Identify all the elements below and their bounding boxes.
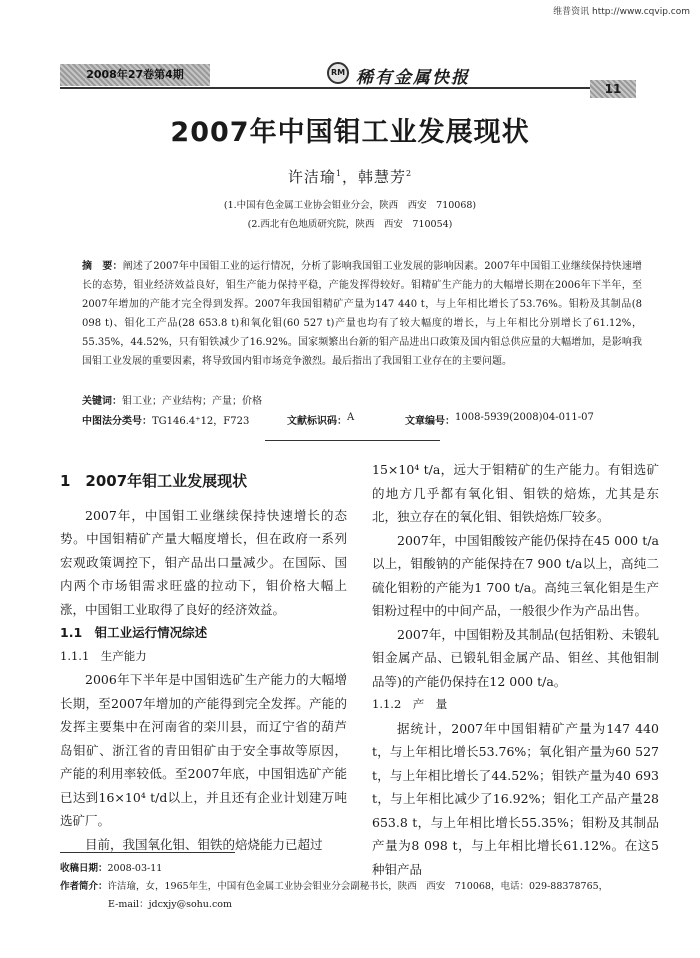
received-label: 收稿日期： <box>60 863 108 874</box>
keywords <box>82 392 642 407</box>
section-divider <box>265 440 440 441</box>
left-column <box>60 460 347 856</box>
received-value: 2008-03-11 <box>107 863 163 874</box>
paragraph: 据统计，2007年中国钼精矿产量为147 440 t，与上年相比增长53.76%；氧化钼产量为60 527 t，与上年相比增长了44.52%；钼铁产量为40 693 t，与上年相比减少了16.92%；钼化工产品产量28 653.8 t，与上年相比增长55.35%；钼粉及其制品产量为8 098 t，与上年相比增长61.12%。在这5种钼产品 <box>372 720 659 877</box>
section-1-1-heading: 1.1 钼工业运行情况综述 <box>60 625 208 640</box>
authors <box>0 166 700 187</box>
abstract <box>82 257 642 371</box>
doc-code-label: 文献标识码： <box>287 416 347 427</box>
article-number-value: 1008-5939(2008)04-011-07 <box>455 412 594 423</box>
watermark: 维普资讯 http://www.cqvip.com <box>553 7 690 17</box>
author-bio-label: 作者简介： <box>60 881 108 892</box>
author-email: E-mail：jdcxjy@sohu.com <box>108 899 232 910</box>
paragraph: 2007年，中国钼粉及其制品(包括钼粉、未锻轧钼金属产品、已锻轧钼金属产品、钼丝、其他钼制品等)的产能仍保持在12 000 t/a。 <box>372 626 659 689</box>
clc-value: TG146.4⁺12，F723 <box>152 416 250 427</box>
section-1-heading: 1 2007年钼工业发展现状 <box>60 472 248 490</box>
author-2-affil-mark: 2 <box>406 169 413 178</box>
page-number: 11 <box>590 80 636 98</box>
received-date <box>60 860 660 874</box>
paragraph: 2007年，中国钼工业继续保持快速增长的态势。中国钼精矿产量大幅度增长，但在政府一系列宏观政策调控下，钼产品出口量减少。在国际、国内两个市场钼需求旺盛的拉动下，钼价格大幅上涨，中国钼工业取得了良好的经济效益。 <box>60 507 347 617</box>
section-1-1-1-heading: 1.1.1 生产能力 <box>60 648 147 663</box>
author-1: 许洁瑜 <box>287 168 336 186</box>
affiliation-2: (2.西北有色地质研究院，陕西 西安 710054) <box>247 219 453 230</box>
clc-label: 中图法分类号： <box>82 416 152 427</box>
keywords-label: 关键词： <box>82 396 122 407</box>
paragraph: 2006年下半年是中国钼选矿生产能力的大幅增长期，至2007年增加的产能得到完全发挥。产能的发挥主要集中在河南省的栾川县，而辽宁省的葫芦岛钼矿、浙江省的青田钼矿由于安全事故等原因，产能的利用率较低。至2007年底，中国钼选矿产能已达到16×10⁴ t/d以上，并且还有企业计划建万吨选矿厂。 <box>60 672 347 828</box>
footnote-rule <box>60 852 235 853</box>
section-1-1-2-heading: 1.1.2 产 量 <box>372 697 448 711</box>
paragraph: 15×10⁴ t/a，远大于钼精矿的生产能力。有钼选矿的地方几乎都有氧化钼、钼铁的焙炼，尤其是东北，独立存在的氧化钼、钼铁焙炼厂较多。 <box>372 462 659 524</box>
journal-logo-icon: RM <box>327 62 349 84</box>
doc-code-value: A <box>347 412 355 423</box>
author-separator: ， <box>341 168 358 186</box>
author-bio <box>60 878 660 892</box>
affiliation-1: (1.中国有色金属工业协会钼业分会，陕西 西安 710068) <box>223 200 477 211</box>
article-title: 2007年中国钼工业发展现状 <box>170 117 530 148</box>
abstract-text: 阐述了2007年中国钼工业的运行情况，分析了影响我国钼工业发展的影响因素。2007年中国钼工业继续保持快速增长的态势，钼业经济效益良好，钼生产能力保持平稳，产能发挥得较好。钼精矿生产能力的大幅增长期在2006年下半年，至2007年增加的产能才完全得到发挥。2007年我国钼精矿产量为147 440 t，与上年相比增长了53.76%。钼粉及其制品(8 098 t)、钼化工产品(28 653.8 t)和氧化钼(60 527 t)产量也均有了较大幅度的增长，与上年相比分别增长了61.12%，55.35%，44.52%，只有钼铁减少了16.92%。国家频繁出台新的钼产品进出口政策及国内钼总供应量的大幅增加，是影响我国钼工业发展的重要因素，将导致国内钼市场竞争激烈。最后指出了我国钼工业存在的主要问题。 <box>82 261 642 367</box>
author-2: 韩慧芳 <box>358 168 407 186</box>
issue-tag: 2008年27卷第4期 <box>60 64 210 86</box>
paragraph: 2007年，中国钼酸铵产能仍保持在45 000 t/a以上，钼酸钠的产能保持在7 900 t/a以上，高纯二硫化钼粉的产能为1 700 t/a。高纯三氧化钼是生产钼粉过程中的中间产品，一般很少作为产品出售。 <box>372 532 659 618</box>
journal-name: 稀有金属快报 <box>356 68 470 88</box>
author-bio-text: 许洁瑜，女，1965年生，中国有色金属工业协会钼业分会副秘书长，陕西 西安 710068，电话：029-88378765， <box>107 881 609 892</box>
abstract-label: 摘 要： <box>82 261 123 272</box>
paragraph: 目前，我国氧化钼、钼铁的焙烧能力已超过 <box>85 836 323 852</box>
article-number-label: 文章编号： <box>405 416 455 427</box>
keywords-text: 钼工业；产业结构；产量；价格 <box>122 396 262 407</box>
right-column <box>372 458 659 881</box>
author-1-affil-mark: 1 <box>335 169 342 178</box>
